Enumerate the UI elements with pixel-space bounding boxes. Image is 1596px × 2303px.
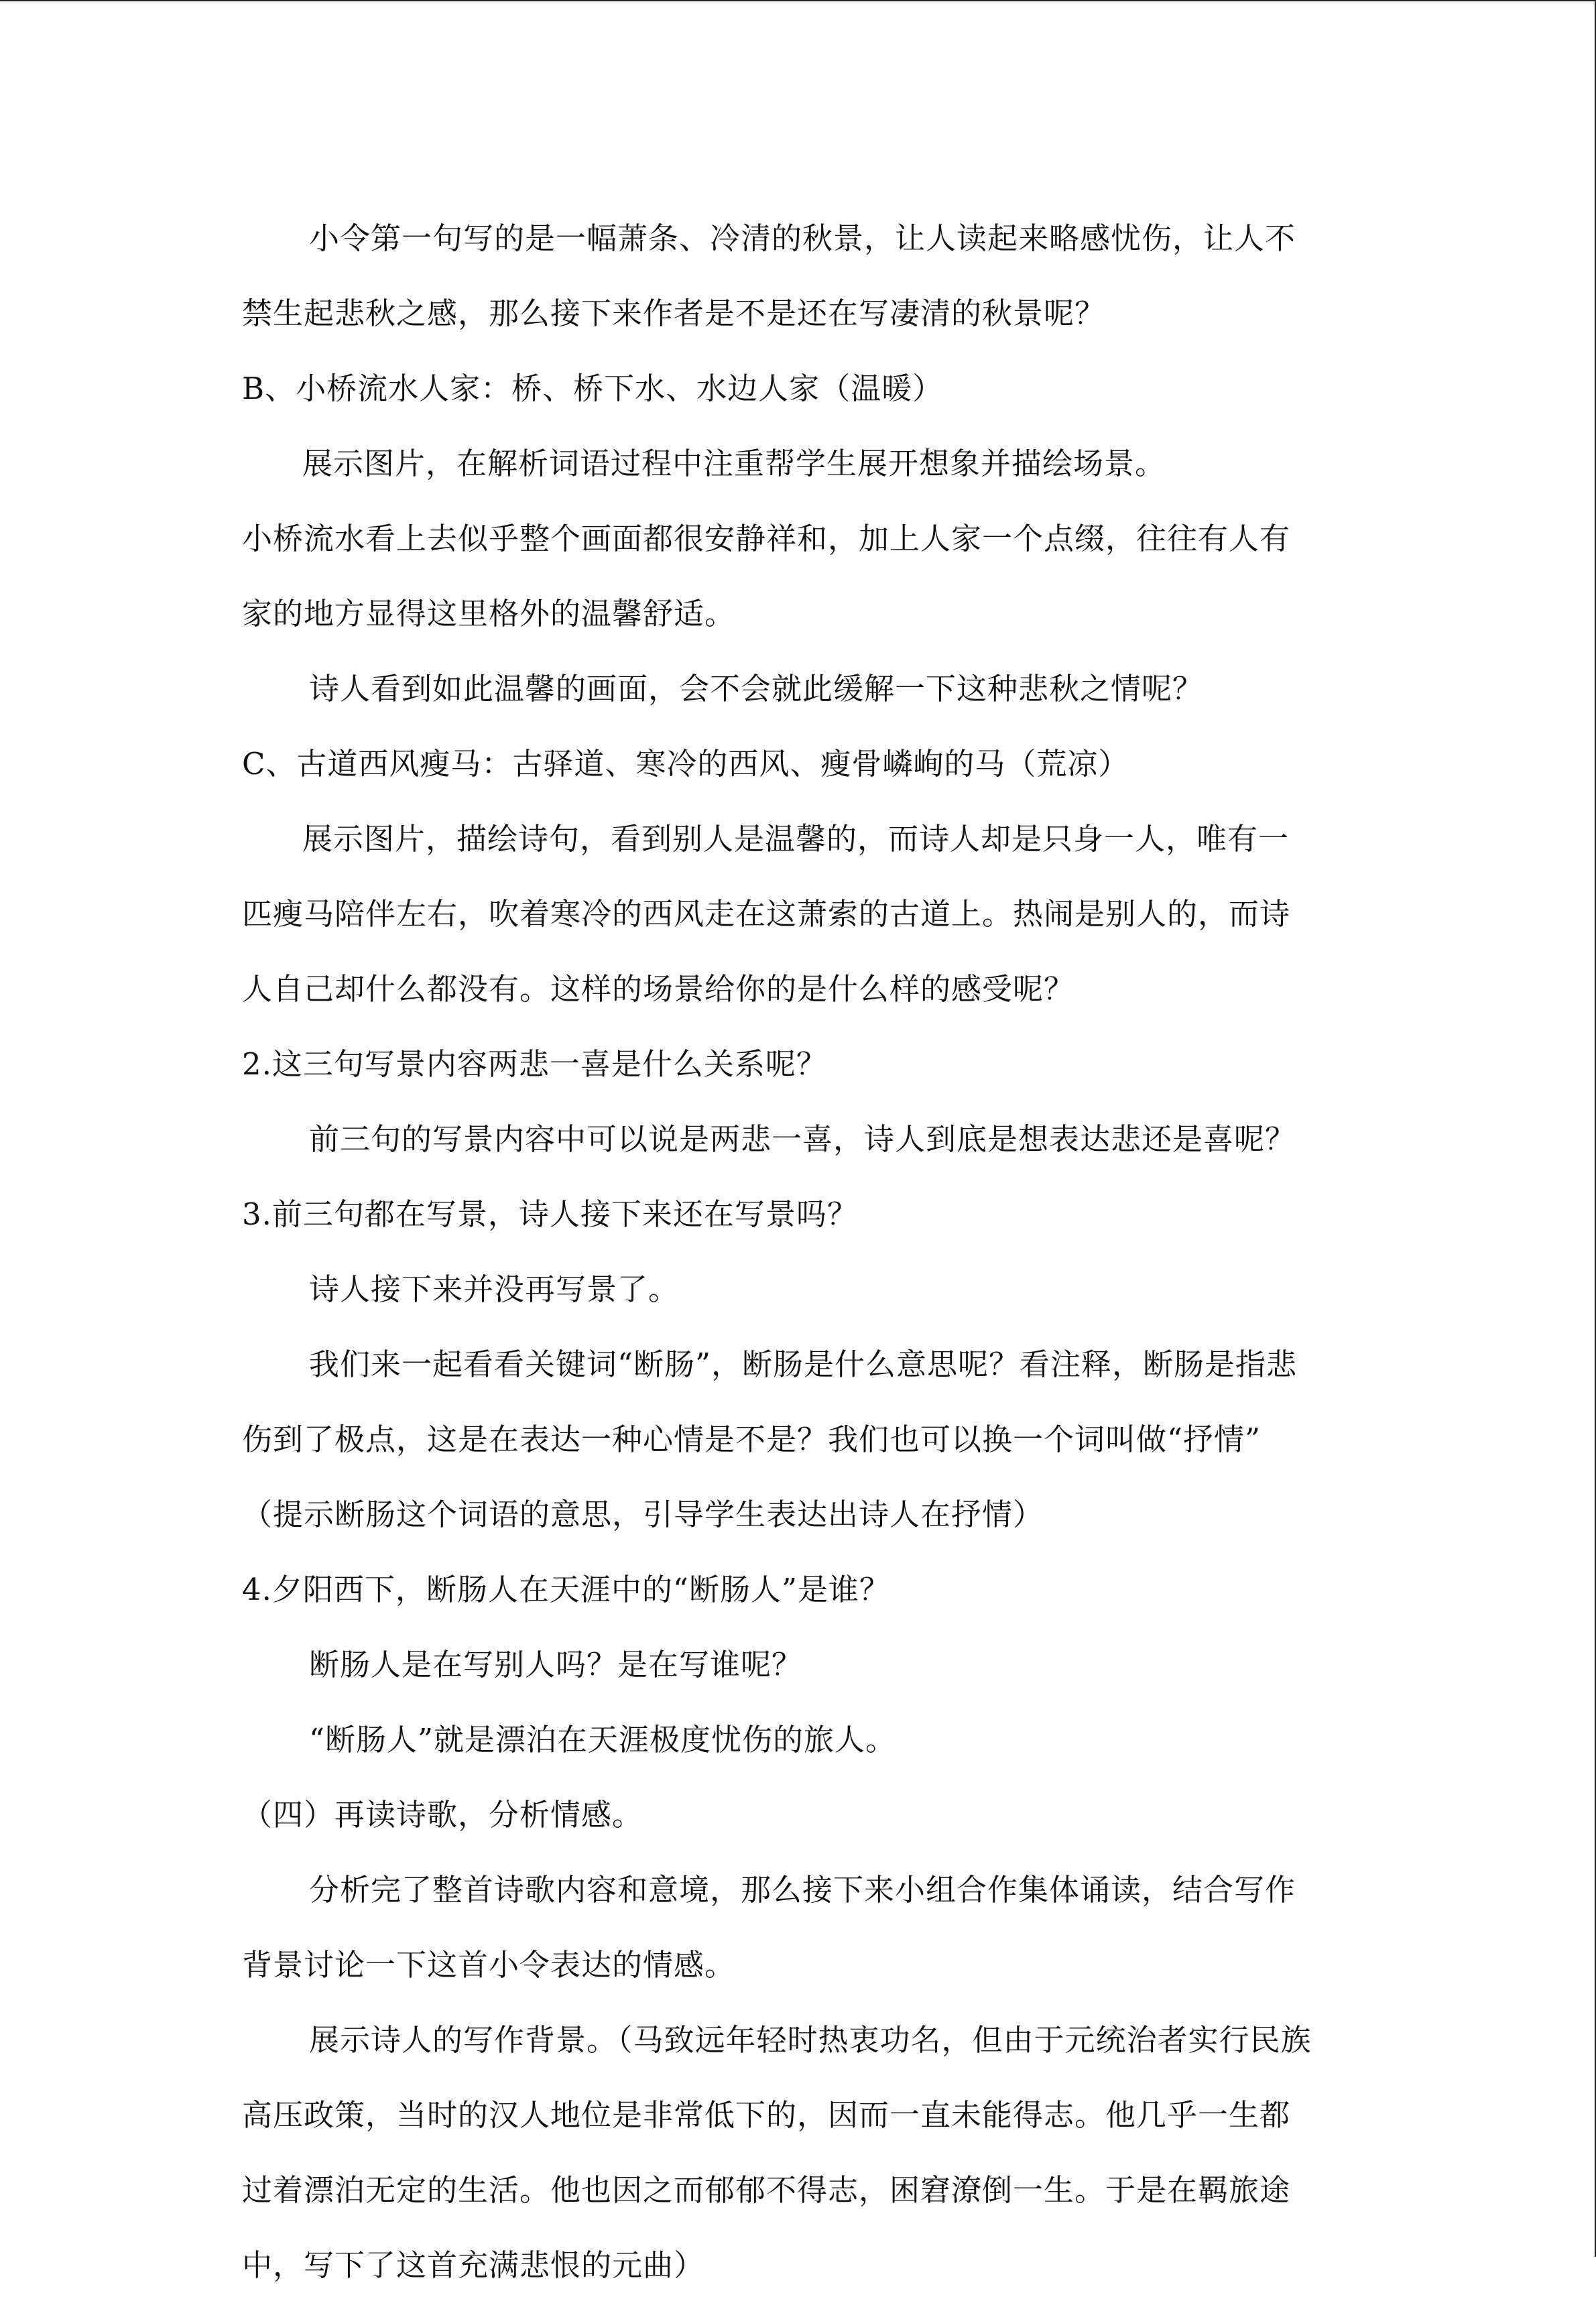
paragraph-line: 高压政策，当时的汉人地位是非常低下的，因而一直未能得志。他几乎一生都	[242, 2097, 1291, 2133]
question-heading: 4.夕阳西下，断肠人在天涯中的“断肠人”是谁？	[242, 1572, 890, 1607]
paragraph-line: 前三句的写景内容中可以说是两悲一喜，诗人到底是想表达悲还是喜呢？	[309, 1121, 1296, 1157]
paragraph-line: “断肠人”就是漂泊在天涯极度忧伤的旅人。	[309, 1722, 897, 1757]
question-heading: 2.这三句写景内容两悲一喜是什么关系呢？	[242, 1046, 827, 1082]
paragraph-line: 背景讨论一下这首小令表达的情感。	[242, 1947, 736, 1983]
section-heading: （四）再读诗歌，分析情感。	[242, 1797, 643, 1832]
paragraph-line: 家的地方显得这里格外的温馨舒适。	[242, 596, 736, 631]
paragraph-line: 小桥流水看上去似乎整个画面都很安静祥和，加上人家一个点缀，往往有人有	[242, 521, 1291, 556]
paragraph-line: 禁生起悲秋之感，那么接下来作者是不是还在写凄清的秋景呢？	[242, 296, 1106, 331]
paragraph-line: 展示图片，在解析词语过程中注重帮学生展开想象并描绘场景。	[302, 446, 1166, 481]
paragraph-line: 中，写下了这首充满悲恨的元曲）	[242, 2247, 705, 2283]
paragraph-line: 断肠人是在写别人吗？是在写谁呢？	[309, 1647, 803, 1682]
paragraph-line: 展示图片，描绘诗句，看到别人是温馨的，而诗人却是只身一人，唯有一	[302, 821, 1290, 857]
paragraph-line: 小令第一句写的是一幅萧条、冷清的秋景，让人读起来略感忧伤，让人不	[309, 221, 1296, 256]
paragraph-line: 伤到了极点，这是在表达一种心情是不是？我们也可以换一个词叫做“抒情”	[242, 1422, 1262, 1457]
question-heading: 3.前三句都在写景，诗人接下来还在写景吗？	[242, 1196, 858, 1232]
paragraph-line: 人自己却什么都没有。这样的场景给你的是什么样的感受呢？	[242, 971, 1075, 1007]
section-heading: B、小桥流水人家：桥、桥下水、水边人家（温暖）	[242, 371, 944, 406]
paragraph-line: （提示断肠这个词语的意思，引导学生表达出诗人在抒情）	[242, 1497, 1044, 1532]
paragraph-line: 诗人接下来并没再写景了。	[309, 1271, 680, 1307]
paragraph-line: 我们来一起看看关键词“断肠”，断肠是什么意思呢？看注释，断肠是指悲	[309, 1347, 1298, 1382]
paragraph-line: 分析完了整首诗歌内容和意境，那么接下来小组合作集体诵读，结合写作	[309, 1872, 1296, 1908]
paragraph-line: 展示诗人的写作背景。（马致远年轻时热衷功名，但由于元统治者实行民族	[309, 2022, 1312, 2058]
paragraph-line: 匹瘦马陪伴左右，吹着寒冷的西风走在这萧索的古道上。热闹是别人的，而诗	[242, 896, 1291, 932]
paragraph-line: 过着漂泊无定的生活。他也因之而郁郁不得志，困窘潦倒一生。于是在羁旅途	[242, 2172, 1291, 2208]
paragraph-line: 诗人看到如此温馨的画面，会不会就此缓解一下这种悲秋之情呢？	[309, 671, 1204, 706]
section-heading: C、古道西风瘦马：古驿道、寒冷的西风、瘦骨嶙峋的马（荒凉）	[242, 746, 1129, 782]
document-body	[242, 201, 1355, 2303]
